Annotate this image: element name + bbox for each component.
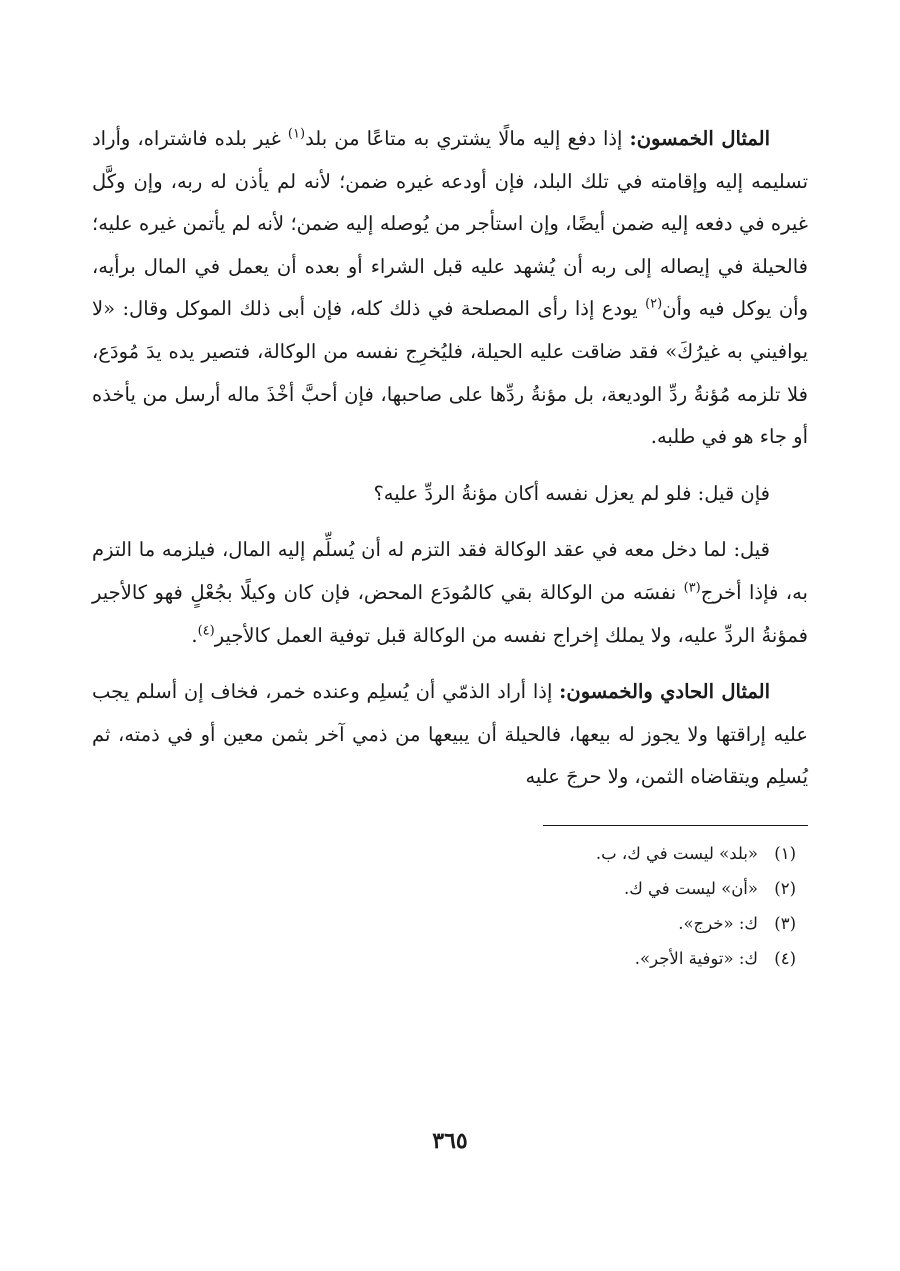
footnote-number: (١)	[774, 843, 796, 863]
footnote-ref-1[interactable]: (١)	[287, 126, 306, 142]
example-heading: المثال الخمسون:	[629, 127, 771, 150]
footnote-3	[92, 906, 796, 941]
example-heading: المثال الحادي والخمسون:	[559, 680, 770, 704]
paragraph-text: إذا أراد الذمّي أن يُسلِم وعنده خمر، فخاف إن أسلم يجب عليه إراقتها ولا يجوز له بيعها، فالحيلة أن يبيعها من ذمي آخر بثمن معين أو في ذمته، ثم يُسلِم ويتقاضاه الثمن، ولا حرجَ عليه	[92, 680, 808, 789]
paragraph-question	[92, 473, 808, 516]
paragraph-text: غير بلده فاشتراه، وأراد تسليمه إليه وإقامته في تلك البلد، فإن أودعه غيره ضمن؛ لأنه لم يأذن له ربه، وإن وكَّل غيره في دفعه إليه ضمن أيضًا، وإن استأجر من يُوصله إليه ضمن؛ لأنه لم يأتمن غيره عليه؛ فالحيلة في إيصاله إلى ربه أن يُشهد عليه قبل الشراء أو بعده أن يعمل في المال برأيه، وأن يوكل فيه وأن	[92, 127, 808, 321]
paragraph-answer	[92, 529, 808, 657]
footnote-ref-3[interactable]: (٣)	[683, 580, 701, 596]
footnote-2	[92, 871, 796, 906]
footnote-number: (٤)	[774, 948, 796, 968]
paragraph-text: فإن قيل: فلو لم يعزل نفسه أكان مؤنةُ الردِّ عليه؟	[373, 481, 770, 505]
page-number: ٣٦٥	[432, 1128, 468, 1154]
footnote-text: «بلد» ليست في ك، ب.	[595, 843, 758, 863]
footnote-text: «أن» ليست في ك.	[623, 878, 758, 898]
footnote-number: (٢)	[774, 878, 796, 898]
paragraph-text: .	[191, 623, 198, 647]
paragraph-example-51	[92, 671, 808, 799]
footnote-1	[92, 836, 796, 871]
paragraph-text: قيل: لما دخل معه في عقد الوكالة فقد التزم له أن يُسلِّم إليه المال، فيلزمه ما التزم به، فإذا أخرج	[92, 538, 808, 604]
paragraph-text: نفسَه من الوكالة بقي كالمُودَع المحض، فإن كان وكيلًا بجُعْلٍ فهو كالأجير فمؤنةُ الردِّ عليه، ولا يملك إخراج نفسه من الوكالة قبل توفية العمل كالأجير	[92, 580, 808, 647]
footnote-ref-4[interactable]: (٤)	[197, 623, 215, 639]
footnotes	[92, 836, 808, 976]
paragraph-example-50	[92, 118, 808, 459]
paragraph-text: إذا دفع إليه مالًا يشتري به متاعًا من بلد	[305, 127, 630, 150]
footnote-ref-2[interactable]: (٢)	[645, 296, 663, 312]
paragraph-text: يودع إذا رأى المصلحة في ذلك كله، فإن أبى ذلك الموكل وقال: «لا يوافيني به غيرُكَ» فقد ضاقت عليه الحيلة، فليُخرِج نفسه من الوكالة، فتصير يده يدَ مُودَع، فلا تلزمه مُؤنةُ ردِّ الوديعة، بل مؤنةُ ردِّها على صاحبها، فإن أحبَّ أخْذَ ماله أرسل من يأخذه أو جاء هو في طلبه.	[92, 297, 808, 449]
footnote-4	[92, 941, 796, 976]
footnote-text: ك: «خرج».	[678, 913, 758, 933]
footnote-text: ك: «توفية الأجر».	[634, 948, 758, 968]
footnote-number: (٣)	[774, 913, 796, 933]
footnote-separator	[543, 825, 808, 826]
